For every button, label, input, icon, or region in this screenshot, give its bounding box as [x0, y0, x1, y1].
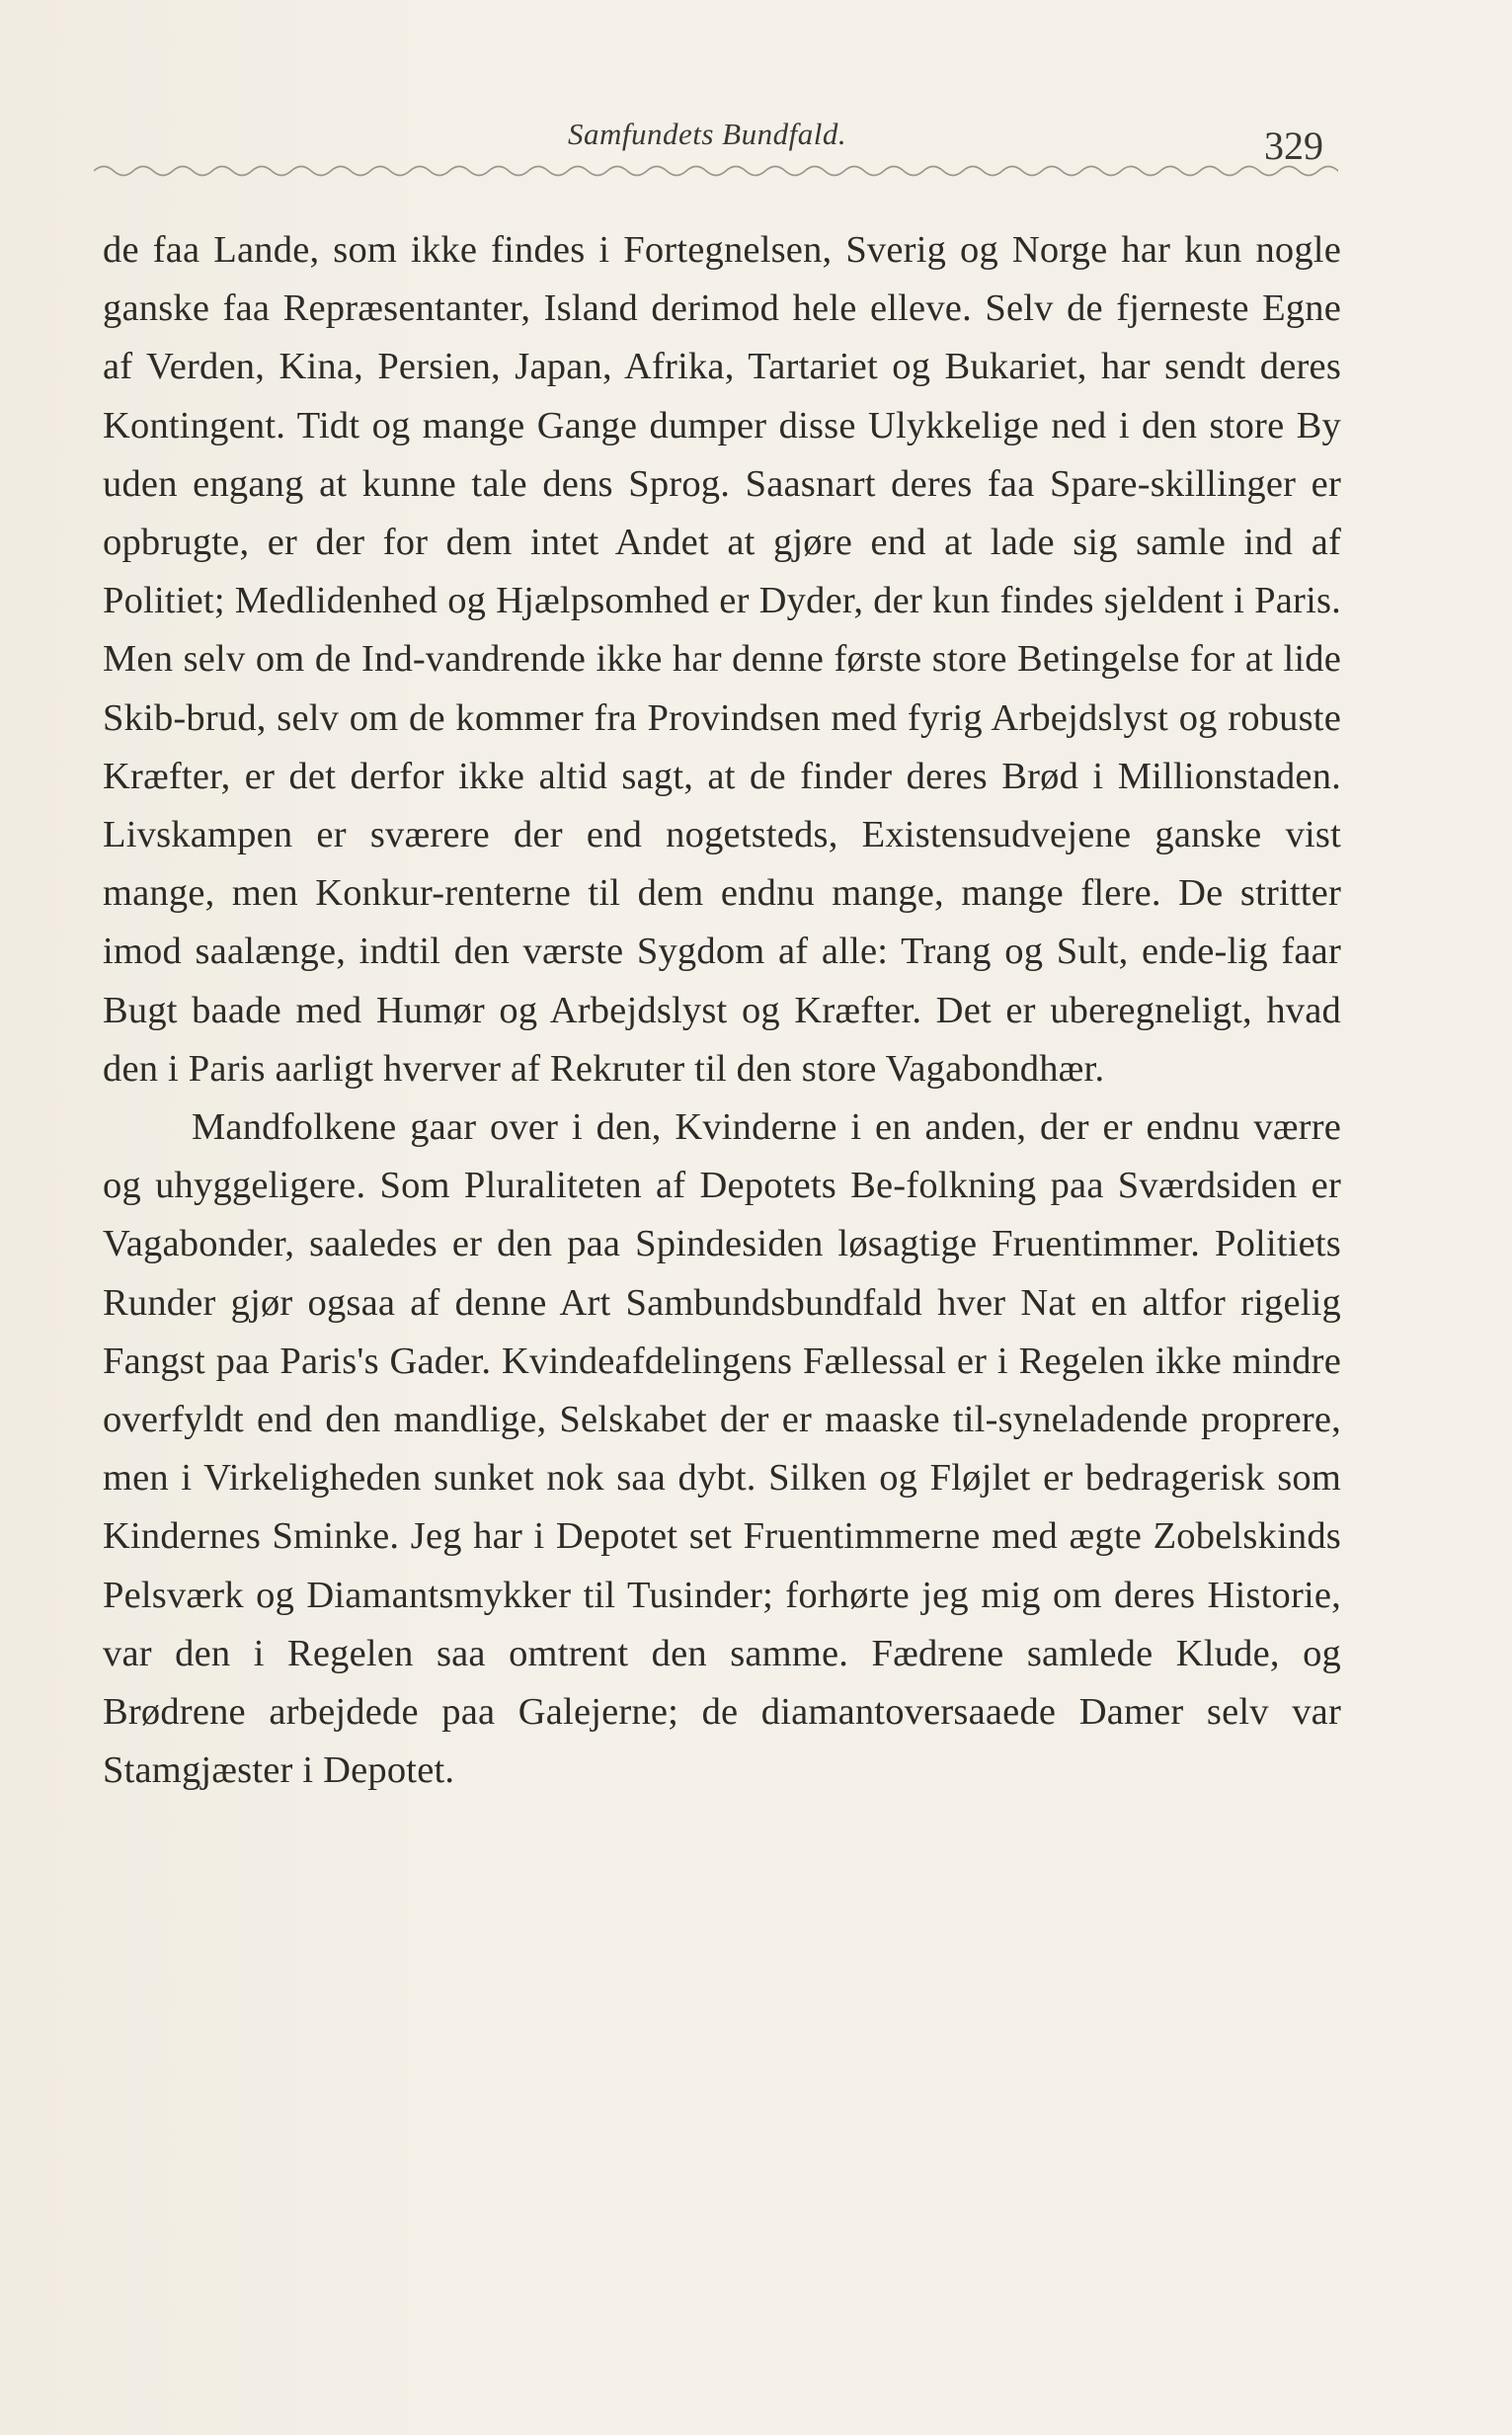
paragraph-2: Mandfolkene gaar over i den, Kvinderne i en anden, der er endnu værre og uhyggeligere. Som Pluraliteten af Depotets Be-folkning paa Sværdsiden er Vagabonder, saaledes er den paa Spindesiden løsagtige Fruentimmer. Politiets Runder gjør ogsaa af denne Art Sambundsbundfald hver Nat en altfor rigelig Fangst paa Paris's Gader. Kvindeafdelingens Fællessal er i Regelen ikke mindre overfyldt end den mandlige, Selskabet der er maaske til-syneladende proprere, men i Virkeligheden sunket nok saa dybt. Silken og Fløjlet er bedragerisk som Kindernes Sminke. Jeg har i Depotet set Fruentimmerne med ægte Zobelskinds Pelsværk og Diamantsmykker til Tusinder; forhørte jeg mig om deres Historie, var den i Regelen saa omtrent den samme. Fædrene samlede Klude, og Brødrene arbejdede paa Galejerne; de diamantoversaaede Damer selv var Stamgjæster i Depotet.	[103, 1106, 1341, 1792]
paragraph-1: de faa Lande, som ikke findes i Fortegnelsen, Sverig og Norge har kun nogle ganske faa Repræsentanter, Island derimod hele elleve. Selv de fjerneste Egne af Verden, Kina, Persien, Japan, Afrika, Tartariet og Bukariet, har sendt deres Kontingent. Tidt og mange Gange dumper disse Ulykkelige ned i den store By uden engang at kunne tale dens Sprog. Saasnart deres faa Spare-skillinger er opbrugte, er der for dem intet Andet at gjøre end at lade sig samle ind af Politiet; Medlidenhed og Hjælpsomhed er Dyder, der kun findes sjeldent i Paris. Men selv om de Ind-vandrende ikke har denne første store Betingelse for at lide Skib-brud, selv om de kommer fra Provindsen med fyrig Arbejdslyst og robuste Kræfter, er det derfor ikke altid sagt, at de finder deres Brød i Millionstaden. Livskampen er sværere der end nogetsteds, Existensudvejene ganske vist mange, men Konkur-renterne til dem endnu mange, mange flere. De stritter imod saalænge, indtil den værste Sygdom af alle: Trang og Sult, ende-lig faar Bugt baade med Humør og Arbejdslyst og Kræfter. Det er uberegneligt, hvad den i Paris aarligt hverver af Rekruter til den store Vagabondhær.	[103, 229, 1341, 1090]
page-header	[0, 109, 1512, 168]
header-ornament-rule	[94, 160, 1338, 182]
running-title: Samfundets Bundfald.	[568, 117, 847, 151]
body-text	[103, 221, 1341, 1800]
page-number: 329	[1264, 123, 1323, 168]
